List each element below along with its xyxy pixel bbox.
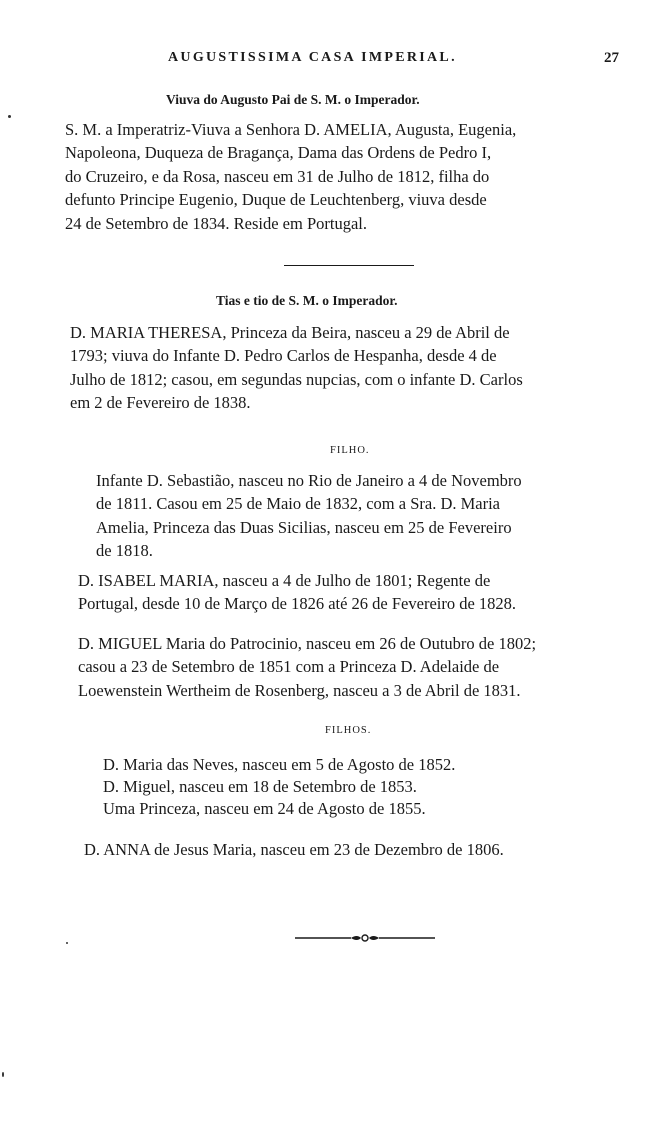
print-speck xyxy=(8,115,11,118)
entry-line: do Cruzeiro, e da Rosa, nasceu em 31 de Julho de 1812, filha do xyxy=(65,166,490,186)
entry-line: D. MARIA THERESA, Princeza da Beira, nasceu a 29 de Abril de xyxy=(70,323,510,342)
child-entry: D. Miguel, nasceu em 18 de Setembro de 1853. xyxy=(103,777,417,796)
entry-line: Napoleona, Duqueza de Bragança, Dama das Ordens de Pedro I, xyxy=(65,143,492,163)
maria-theresa-entry xyxy=(70,321,653,415)
entry-line: de 1818. xyxy=(96,541,153,561)
anna-entry xyxy=(84,838,604,861)
miguel-children-list xyxy=(103,754,543,820)
print-speck xyxy=(66,942,68,944)
miguel-entry xyxy=(78,632,656,702)
empress-amelia-entry xyxy=(65,118,647,235)
entry-line: Loewenstein Wertheim de Rosenberg, nasceu a 3 de Abril de 1831. xyxy=(78,680,521,700)
running-title: AUGUSTISSIMA CASA IMPERIAL. xyxy=(168,50,457,65)
page-number: 27 xyxy=(604,50,619,66)
entry-line: de 1811. Casou em 25 de Maio de 1832, com a Sra. D. Maria xyxy=(96,494,501,514)
aunts-section-title: Tias e tio de S. M. o Imperador. xyxy=(216,293,398,308)
child-entry: Uma Princeza, nasceu em 24 de Agosto de 1855. xyxy=(103,799,426,818)
section-divider xyxy=(284,265,414,266)
entry-line: casou a 23 de Setembro de 1851 com a Princeza D. Adelaide de xyxy=(78,657,500,677)
sebastiao-entry xyxy=(96,469,653,563)
child-entry: D. Maria das Neves, nasceu em 5 de Agosto de 1852. xyxy=(103,755,456,774)
entry-line: Julho de 1812; casou, em segundas nupcias, com o infante D. Carlos xyxy=(70,369,523,389)
entry-line: D. MIGUEL Maria do Patrocinio, nasceu em 26 de Outubro de 1802; xyxy=(78,634,537,653)
son-label: FILHO. xyxy=(330,445,370,456)
children-label: FILHOS. xyxy=(325,725,372,736)
entry-line: D. ISABEL MARIA, nasceu a 4 de Julho de 1801; Regente de xyxy=(78,571,491,590)
entry-line: D. ANNA de Jesus Maria, nasceu em 23 de Dezembro de 1806. xyxy=(84,840,504,859)
entry-line: 24 de Setembro de 1834. Reside em Portugal. xyxy=(65,213,367,233)
ornamental-divider xyxy=(293,932,437,944)
entry-line: defunto Principe Eugenio, Duque de Leuchtenberg, viuva desde xyxy=(65,190,487,210)
entry-line: Infante D. Sebastião, nasceu no Rio de Janeiro a 4 de Novembro xyxy=(96,471,522,490)
entry-line: 1793; viuva do Infante D. Pedro Carlos de Hespanha, desde 4 de xyxy=(70,346,497,366)
entry-line: S. M. a Imperatriz-Viuva a Senhora D. AMELIA, Augusta, Eugenia, xyxy=(65,120,517,139)
print-speck xyxy=(2,1072,4,1077)
entry-line: Portugal, desde 10 de Março de 1826 até 26 de Fevereiro de 1828. xyxy=(78,594,517,614)
isabel-maria-entry xyxy=(78,569,656,616)
widow-section-title: Viuva do Augusto Pai de S. M. o Imperador. xyxy=(166,92,420,107)
entry-line: Amelia, Princeza das Duas Sicilias, nasceu em 25 de Fevereiro xyxy=(96,517,512,537)
entry-line: em 2 de Fevereiro de 1838. xyxy=(70,393,251,413)
